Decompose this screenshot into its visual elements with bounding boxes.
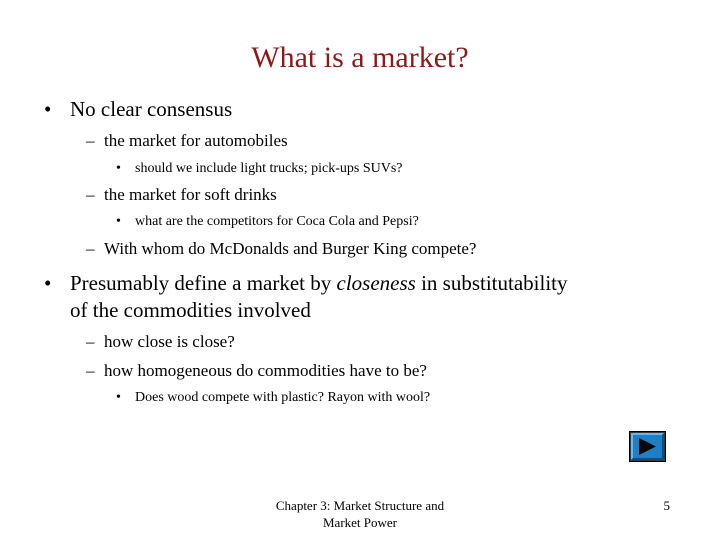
footer-line: Market Power bbox=[322, 515, 397, 530]
bullet-text-part: in substitutability bbox=[415, 271, 568, 295]
dash-marker: – bbox=[86, 185, 95, 204]
bullet-text: No clear consensus bbox=[70, 97, 233, 121]
footer-chapter-title bbox=[250, 497, 470, 531]
slide-title: What is a market? bbox=[251, 41, 469, 74]
sub-bullet-text: the market for automobiles bbox=[104, 131, 288, 150]
bullet-text: of the commodities involved bbox=[70, 298, 311, 322]
bullet-marker: • bbox=[116, 161, 121, 176]
page-number: 5 bbox=[663, 498, 670, 513]
bullet-marker: • bbox=[116, 390, 121, 405]
bullet-marker: • bbox=[44, 271, 52, 295]
sub-bullet-text: how close is close? bbox=[104, 332, 235, 351]
sub-sub-bullet-text: should we include light trucks; pick-ups SUVs? bbox=[135, 161, 403, 176]
dash-marker: – bbox=[86, 131, 95, 150]
sub-bullet-text: how homogeneous do commodities have to be? bbox=[104, 361, 427, 380]
sub-bullet-text: the market for soft drinks bbox=[104, 185, 277, 204]
sub-bullet-text: With whom do McDonalds and Burger King compete? bbox=[104, 239, 477, 258]
bullet-marker: • bbox=[44, 97, 52, 121]
sub-sub-bullet-text: what are the competitors for Coca Cola and Pepsi? bbox=[135, 214, 419, 229]
bullet-text bbox=[70, 270, 568, 296]
next-slide-button[interactable] bbox=[629, 431, 666, 462]
dash-marker: – bbox=[86, 332, 95, 351]
sub-sub-bullet-text: Does wood compete with plastic? Rayon with wool? bbox=[135, 390, 431, 405]
emphasized-term: closeness bbox=[336, 271, 416, 295]
bullet-text-part: Presumably define a market by bbox=[70, 271, 337, 295]
dash-marker: – bbox=[86, 239, 95, 258]
footer-line: Chapter 3: Market Structure and bbox=[275, 498, 445, 513]
next-slide-arrow-icon bbox=[629, 431, 666, 462]
bullet-marker: • bbox=[116, 214, 121, 229]
dash-marker: – bbox=[86, 361, 95, 380]
